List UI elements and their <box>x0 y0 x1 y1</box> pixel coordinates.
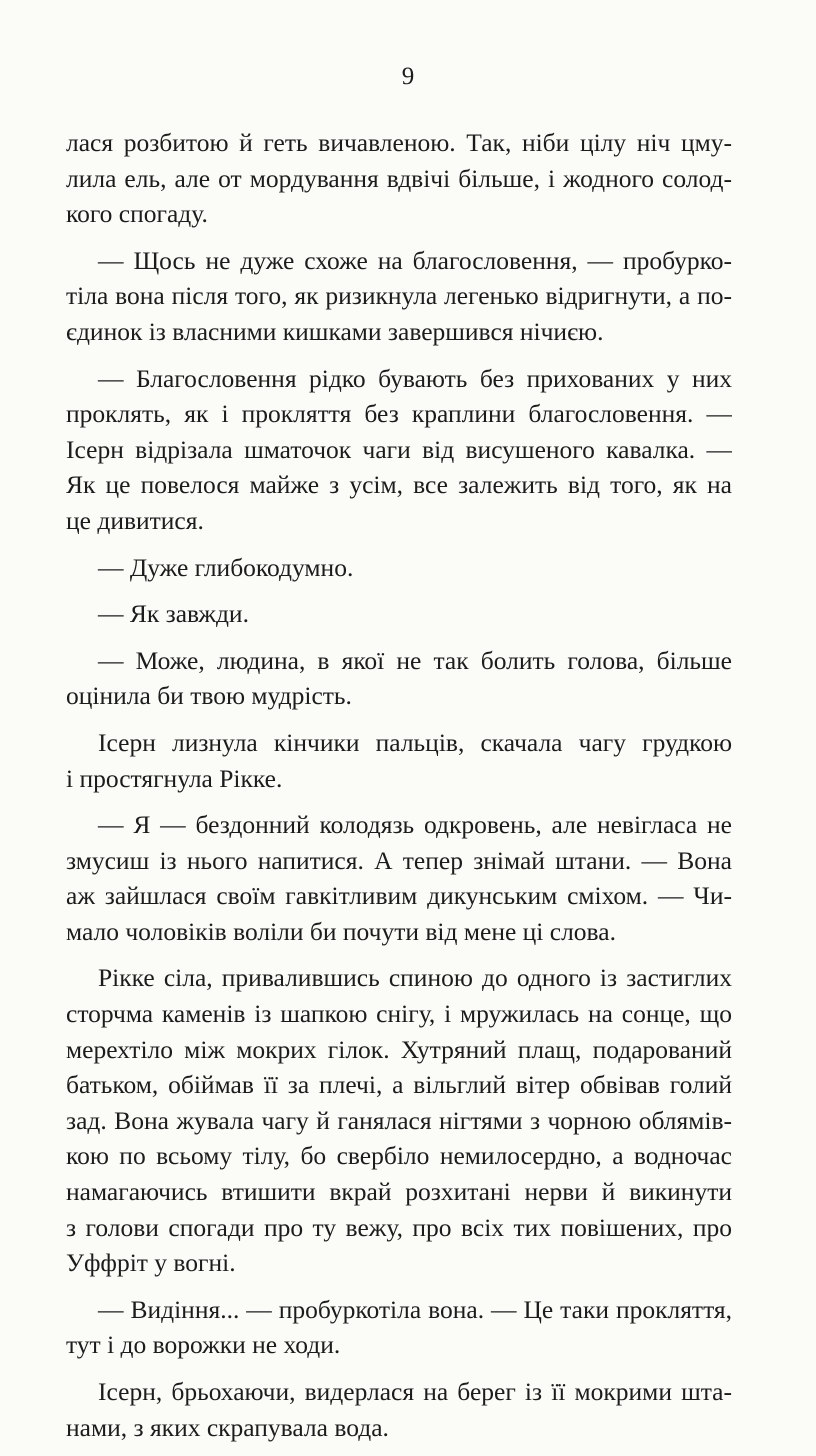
text-line: Як це повелося майже з усім, все залежить від того, як на <box>66 470 732 500</box>
text-line: кою по всьому тілу, бо свербіло немилосердно, а водночас <box>66 1141 732 1171</box>
text-line: мало чоловіків воліли би почути від мене ці слова. <box>66 916 616 946</box>
paragraph <box>66 243 732 350</box>
body-text <box>66 125 732 1456</box>
page-number: 9 <box>401 63 415 90</box>
paragraph <box>66 807 732 949</box>
text-line: Ісерн, брьохаючи, видерлася на берег із її мокрими шта- <box>98 1377 732 1406</box>
text-line: — Благословення рідко бувають без прихованих у них <box>98 363 732 393</box>
text-line: зад. Вона жувала чагу й ганялася нігтями з чорною облямів- <box>66 1105 732 1135</box>
text-line: проклять, як і прокляття без краплини благословення. — <box>66 399 732 429</box>
paragraph <box>66 643 732 714</box>
text-line: лила ель, але от мордування вдвічі більше, і жодного солод- <box>66 163 732 193</box>
text-line: Уффріт у вогні. <box>66 1248 236 1278</box>
text-line: — Щось не дуже схоже на благословення, — пробурко- <box>98 245 732 275</box>
paragraph <box>66 125 732 232</box>
text-line: це дивитися. <box>66 505 204 535</box>
text-line: Рікке сіла, привалившись спиною до одного із застиглих <box>98 963 732 993</box>
text-line: лася розбитою й геть вичавленою. Так, ніби цілу ніч цму- <box>66 128 732 157</box>
text-line: намагаючись втишити вкрай розхитані нерви й викинути <box>66 1177 732 1207</box>
paragraph <box>66 361 732 539</box>
paragraph <box>66 960 732 1280</box>
text-line: — Дуже глибокодумно. <box>98 552 354 582</box>
text-line: батьком, обіймав її за плечі, а вільглий вітер обвівав голий <box>66 1070 732 1100</box>
paragraph <box>66 725 732 796</box>
paragraph <box>66 1292 732 1363</box>
text-line: нами, з яких скрапувала вода. <box>66 1412 389 1442</box>
text-line: тіла вона після того, як ризикнула легенько відригнути, а по- <box>66 281 732 311</box>
text-line: єдинок із власними кишками завершився нічиєю. <box>66 316 604 346</box>
text-line: Ісерн відрізала шматочок чаги від висушеного кавалка. — <box>66 434 732 464</box>
text-line: сторчма каменів із шапкою снігу, і мружилась на сонце, що <box>66 999 732 1029</box>
paragraph <box>66 596 732 632</box>
text-line: кого спогаду. <box>66 199 208 229</box>
text-line: — Як завжди. <box>98 599 249 629</box>
text-line: мерехтіло між мокрих гілок. Хутряний плащ, подарований <box>66 1034 732 1064</box>
text-line: аж зайшлася своїм гавкітливим дикунським сміхом. — Чи- <box>66 881 732 911</box>
text-line: — Може, людина, в якої не так болить голова, більше <box>98 645 732 675</box>
text-line: — Я — бездонний колодязь одкровень, але невігласа не <box>98 810 732 840</box>
text-line: — Видіння... — пробуркотіла вона. — Це таки прокляття, <box>98 1294 732 1324</box>
text-line: змусиш із нього напитися. А тепер знімай штани. — Вона <box>66 845 732 875</box>
text-line: і простягнула Рікке. <box>66 763 283 793</box>
paragraph <box>66 550 732 586</box>
text-line: з голови спогади про ту вежу, про всіх тих повішених, про <box>66 1212 732 1242</box>
text-line: Ісерн лизнула кінчики пальців, скачала чагу грудкою <box>98 727 732 757</box>
paragraph <box>66 1374 732 1445</box>
text-line: тут і до ворожки не ходи. <box>66 1330 341 1360</box>
text-line: оцінила би твою мудрість. <box>66 681 352 711</box>
